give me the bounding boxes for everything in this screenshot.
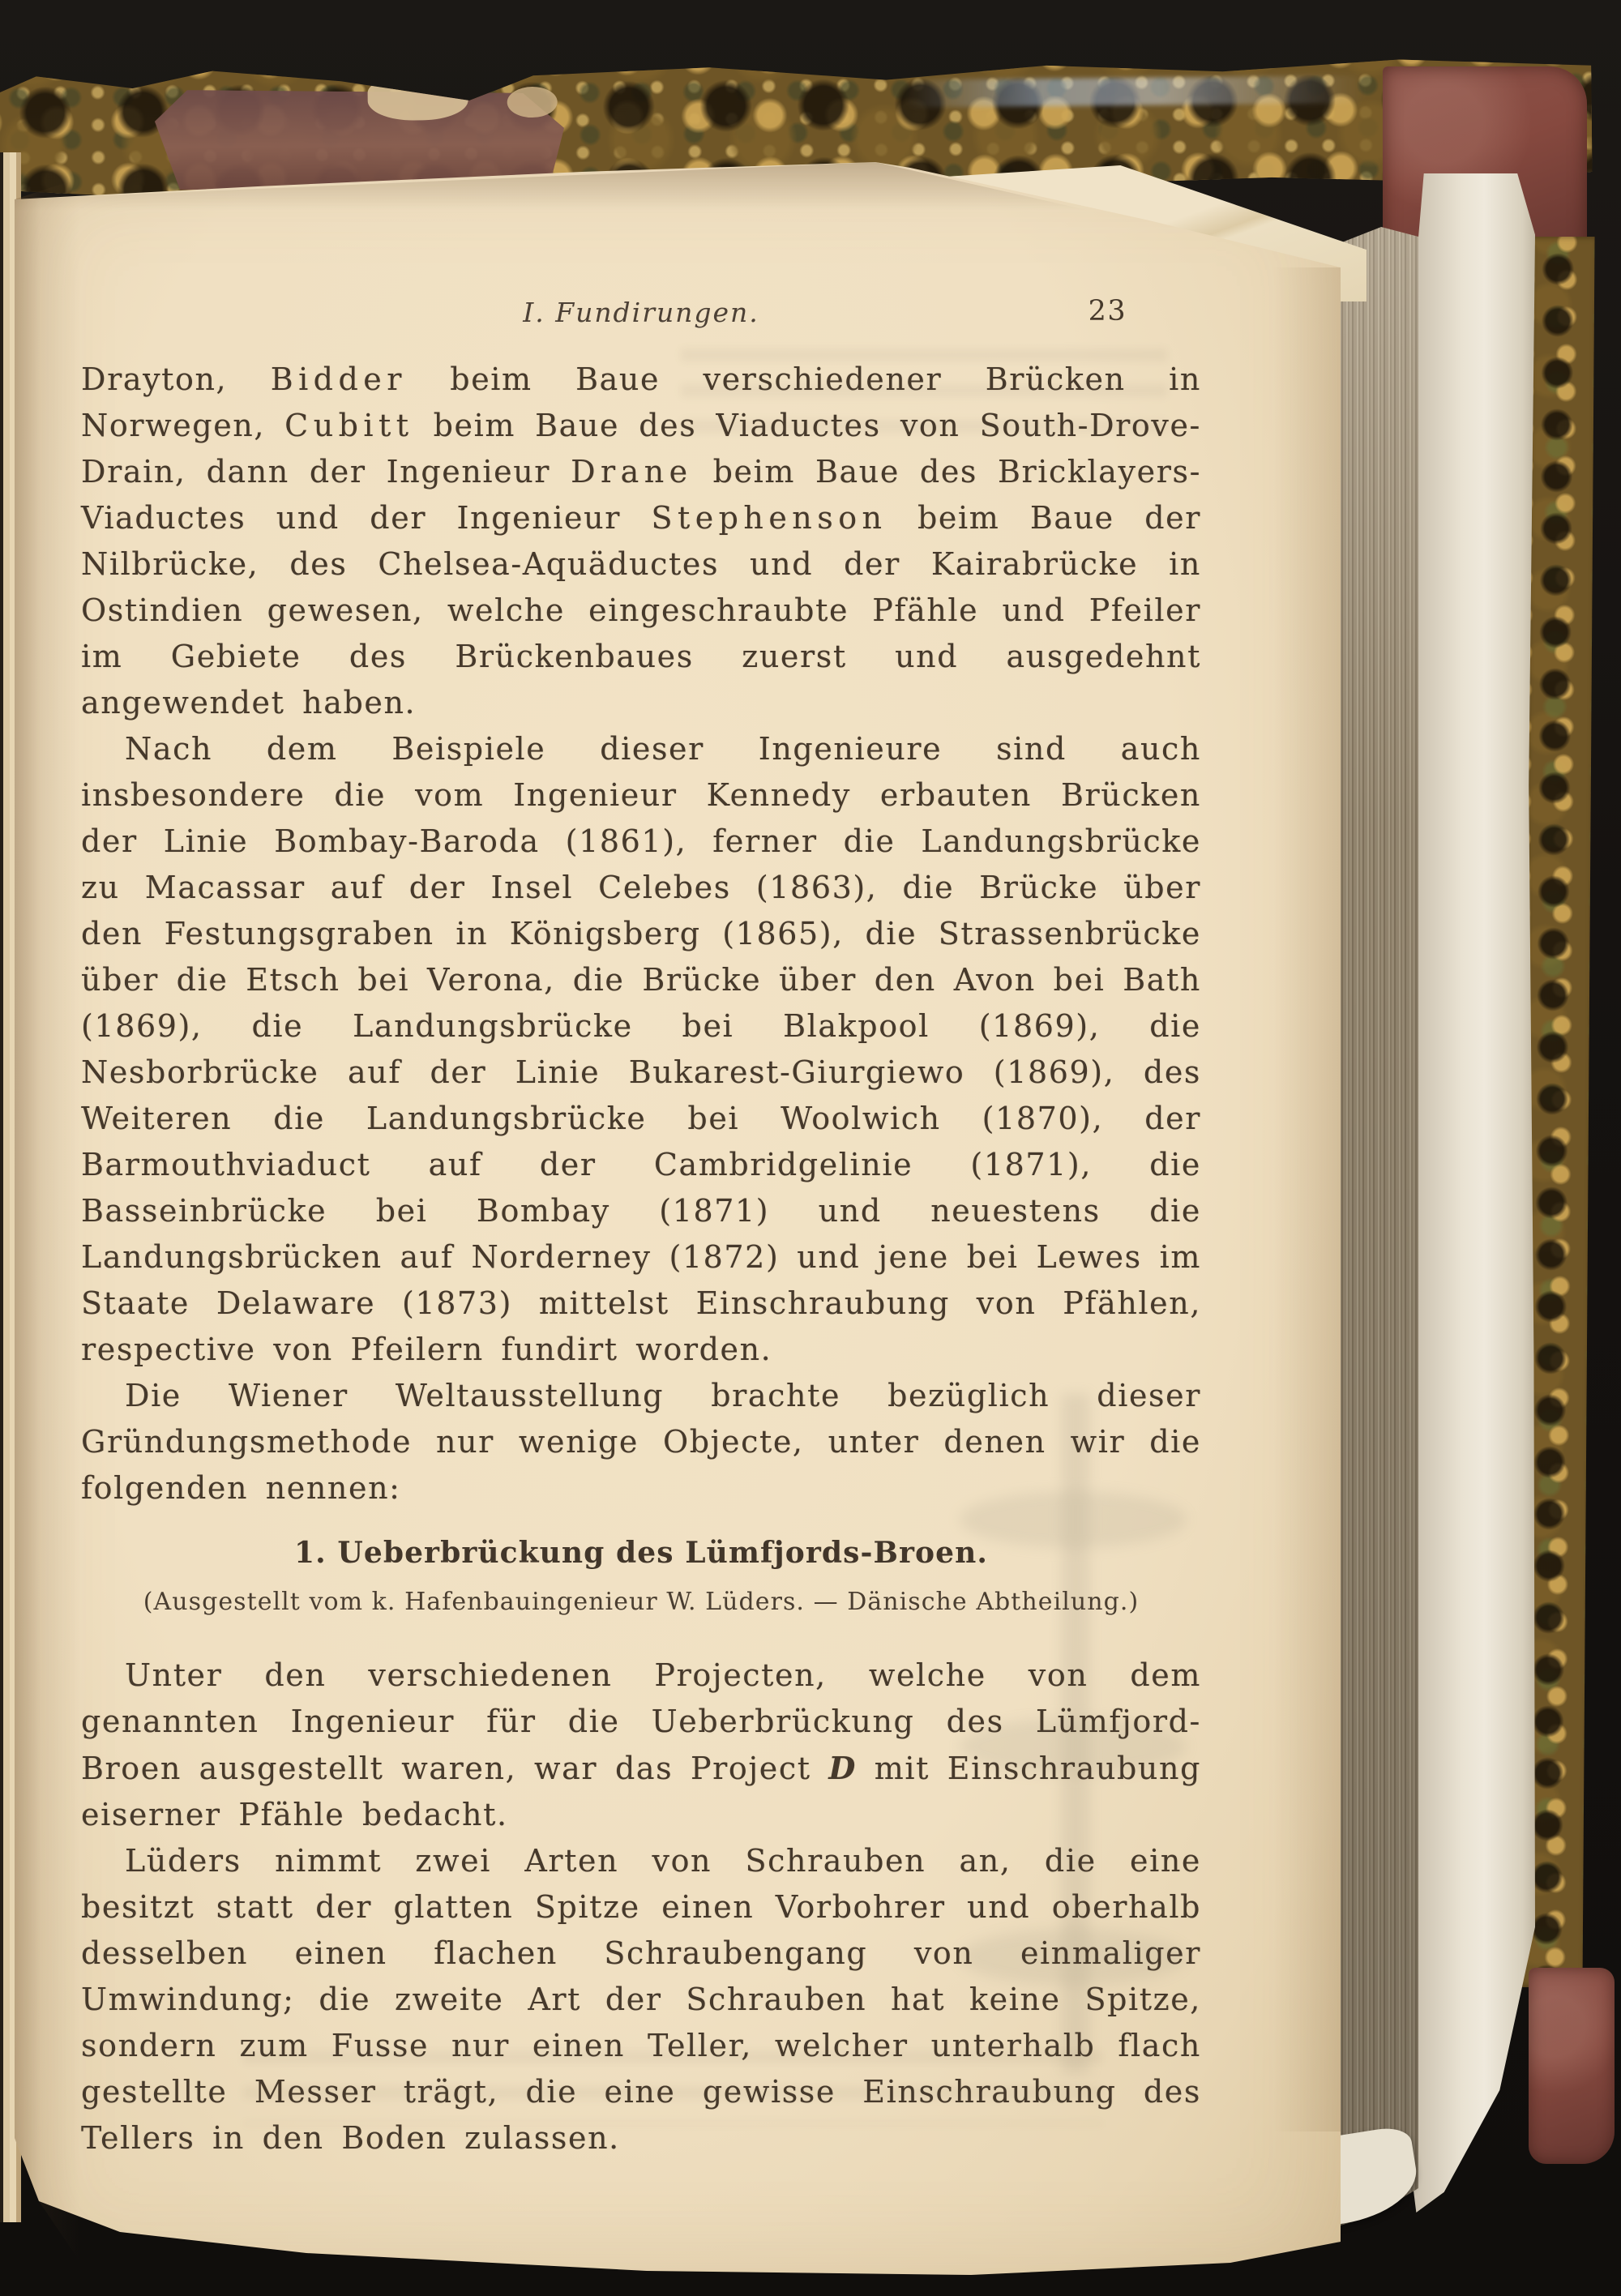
leather-corner-bottom-right xyxy=(1529,1968,1615,2164)
emphasized-text: Drane xyxy=(571,454,693,490)
paragraph xyxy=(81,1653,1201,1838)
emphasized-text: Bidder xyxy=(270,361,407,397)
running-head: I. Fundirungen. xyxy=(523,297,759,328)
body-text: Drayton, xyxy=(81,361,271,397)
gutter-shadow xyxy=(15,162,79,2282)
section-subheading: (Ausgestellt vom k. Hafenbauingenieur W. Lüders. — Dänische Abtheilung.) xyxy=(143,1588,1140,1616)
body-text: beim Baue des Bricklayers-Viaductes und der Ingenieur xyxy=(81,454,1201,536)
paragraph xyxy=(81,357,1201,726)
worn-paper-chip xyxy=(507,87,558,118)
paragraph xyxy=(81,1838,1201,2161)
paragraph xyxy=(81,1373,1201,1511)
page-body-text xyxy=(81,357,1201,2161)
emphasized-text: D xyxy=(828,1750,857,1786)
body-text: beim Baue verschiedener Brücken in Norwegen, xyxy=(81,361,1201,443)
page-block-fore-edge xyxy=(1336,227,1418,2229)
running-head-row xyxy=(81,297,1201,334)
section-heading: 1. Ueberbrückung des Lümfjords-Broen. xyxy=(294,1536,988,1570)
page-text-column xyxy=(81,297,1201,2161)
body-text: Nach dem Beispiele dieser Ingenieure sind auch insbesondere die vom Ingenieur Kennedy erbauten Brücken der Linie Bombay-Baroda (1861), ferner die Landungsbrücke zu Macassar auf der Insel Celebes (1863), die Brücke über den Festungsgraben in Königsberg (1865), die Strassenbrücke über die Etsch bei Verona, die Brücke über den Avon bei Bath (1869), die Landungsbrücke bei Blakpool (1869), die Nesborbrücke auf der Linie Bukarest-Giurgiewo (1869), des Weiteren die Landungsbrücke bei Woolwich (1870), der Barmouthviaduct auf der Cambridgelinie (1871), die Basseinbrücke bei Bombay (1871) und neuestens die Landungsbrücken auf Norderney (1872) und jene bei Lewes im Staate Delaware (1873) mittelst Einschraubung von Pfählen, respective von Pfeilern fundirt worden. xyxy=(81,731,1201,1367)
body-text: beim Baue des Viaductes von South-Drove-Drain, dann der Ingenieur xyxy=(81,408,1201,490)
body-text: Unter den verschiedenen Projecten, welche von dem genannten Ingenieur für die Ueberbrückung des Lümfjord-Broen ausgestellt waren, war das Project xyxy=(81,1657,1201,1786)
cover-sheen-highlight xyxy=(904,75,1366,107)
page-right-shadow xyxy=(1272,267,1341,2131)
body-text: beim Baue der Nilbrücke, des Chelsea-Aquäductes und der Kairabrücke in Ostindien gewesen, welche eingeschraubte Pfähle und Pfeiler im Gebiete des Brückenbaues zuerst und ausgedehnt angewendet haben. xyxy=(81,500,1202,720)
paragraph xyxy=(81,726,1201,1373)
body-text: mit Einschraubung eiserner Pfähle bedacht. xyxy=(81,1751,1201,1832)
emphasized-text: Cubitt xyxy=(284,408,414,443)
curved-endpaper xyxy=(1409,173,1535,2213)
page-number: 23 xyxy=(1088,295,1127,327)
emphasized-text: Stephenson xyxy=(651,500,887,536)
body-text: Lüders nimmt zwei Arten von Schrauben an, die eine besitzt statt der glatten Spitze einen Vorbohrer und oberhalb desselben einen flachen Schraubengang von einmaliger Umwindung; die zweite Art der Schrauben hat keine Spitze, sondern zum Fusse nur einen Teller, welcher unterhalb flach gestellte Messer trägt, die eine gewisse Einschraubung des Tellers in den Boden zulassen. xyxy=(81,1843,1201,2156)
body-text: Die Wiener Weltausstellung brachte bezüglich dieser Gründungsmethode nur wenige Objecte, unter denen wir die folgenden nennen: xyxy=(81,1378,1201,1506)
